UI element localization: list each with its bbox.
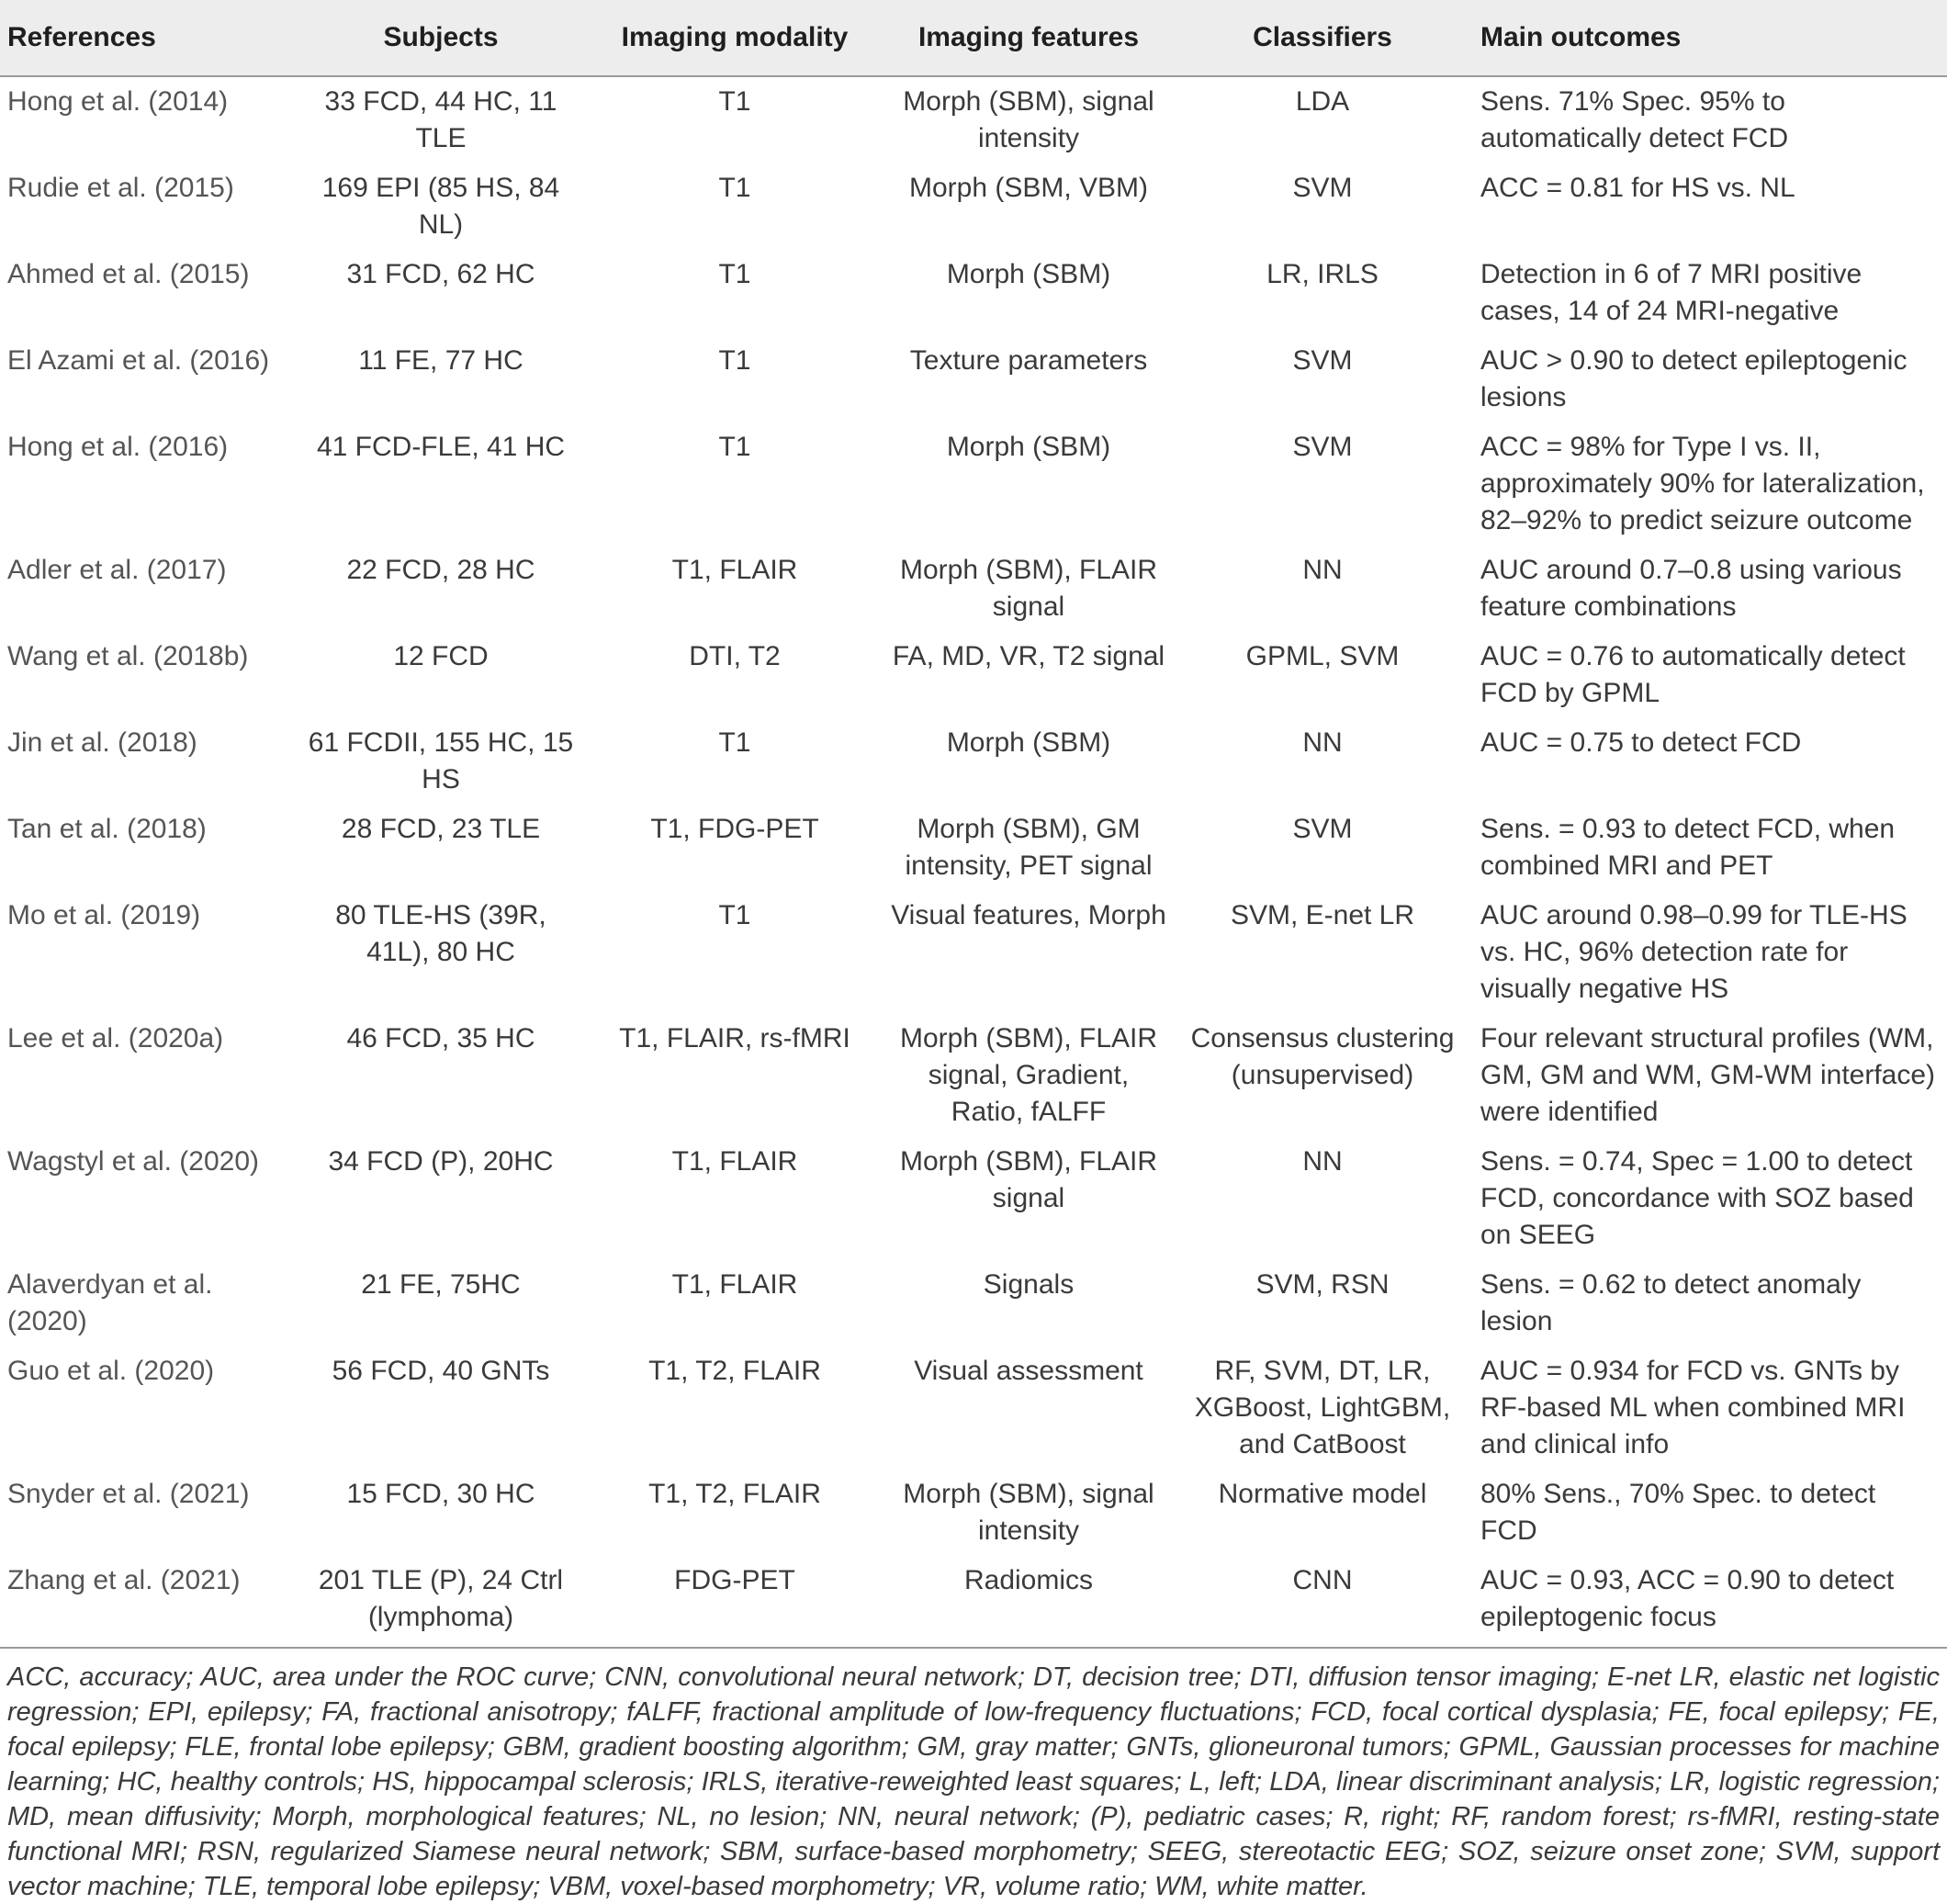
- table-row: [0, 76, 1947, 163]
- modality-cell: FDG-PET: [588, 1556, 882, 1648]
- modality-cell: T1, FDG-PET: [650, 814, 819, 844]
- table-body: [0, 76, 1947, 1648]
- reference-cell: Tan et al. (2018): [7, 814, 207, 844]
- modality-cell: T1: [718, 173, 751, 203]
- reference-cell: Wagstyl et al. (2020): [7, 1146, 259, 1177]
- subjects-cell: 41 FCD-FLE, 41 HC: [316, 432, 566, 462]
- outcome-cell: AUC around 0.98–0.99 for TLE-HS vs. HC, 96% detection rate for visually negative HS: [1480, 900, 1908, 1004]
- features-cell: Visual assessment: [914, 1356, 1143, 1386]
- subjects-cell: 46 FCD, 35 HC: [346, 1023, 535, 1053]
- outcome-cell: Four relevant structural profiles (WM, GM, GM and WM, GM-WM interface) were identified: [1480, 1023, 1936, 1127]
- reference-cell: Alaverdyan et al. (2020): [7, 1269, 213, 1336]
- features-cell: Visual features, Morph: [891, 900, 1166, 930]
- classifiers-cell: CNN: [1176, 1556, 1469, 1648]
- outcome-cell: Sens. = 0.93 to detect FCD, when combined MRI and PET: [1480, 814, 1896, 881]
- header-imaging-features: Imaging features: [882, 0, 1176, 76]
- classifiers-cell: GPML, SVM: [1245, 641, 1400, 671]
- features-cell: Signals: [983, 1269, 1075, 1300]
- subjects-cell: 169 EPI (85 HS, 84 NL): [321, 173, 560, 240]
- features-cell: Morph (SBM): [946, 432, 1111, 462]
- subjects-cell: 34 FCD (P), 20HC: [328, 1146, 554, 1177]
- features-cell: Texture parameters: [909, 345, 1148, 376]
- table-row: [0, 546, 1947, 632]
- reference-cell: Hong et al. (2014): [7, 86, 229, 117]
- table-row: [0, 1260, 1947, 1346]
- classifiers-cell: LDA: [1295, 86, 1350, 117]
- outcome-cell: 80% Sens., 70% Spec. to detect FCD: [1480, 1479, 1876, 1546]
- subjects-cell: 56 FCD, 40 GNTs: [332, 1356, 550, 1386]
- table-row: [0, 805, 1947, 891]
- classifiers-cell: NN: [1302, 727, 1343, 758]
- classifiers-cell: NN: [1302, 555, 1343, 585]
- outcome-cell: AUC = 0.934 for FCD vs. GNTs by RF-based ML when combined MRI and clinical info: [1480, 1356, 1906, 1459]
- header-classifiers: Classifiers: [1176, 0, 1469, 76]
- outcome-cell: Sens. = 0.74, Spec = 1.00 to detect FCD, concordance with SOZ based on SEEG: [1480, 1146, 1914, 1250]
- features-cell: Morph (SBM, VBM): [908, 173, 1149, 203]
- outcome-cell: Sens. 71% Spec. 95% to automatically detect FCD: [1480, 86, 1789, 153]
- features-cell: Radiomics: [882, 1556, 1176, 1648]
- modality-cell: T1: [718, 345, 751, 376]
- outcome-cell: Detection in 6 of 7 MRI positive cases, 14 of 24 MRI-negative: [1480, 259, 1863, 326]
- table-header: [0, 0, 1947, 76]
- reference-cell: Rudie et al. (2015): [7, 173, 234, 203]
- table-row: [0, 336, 1947, 422]
- classifiers-cell: LR, IRLS: [1266, 259, 1379, 289]
- subjects-cell: 22 FCD, 28 HC: [346, 555, 535, 585]
- classifiers-cell: SVM: [1292, 345, 1353, 376]
- subjects-cell: 61 FCDII, 155 HC, 15 HS: [308, 727, 574, 794]
- reference-cell: Wang et al. (2018b): [7, 641, 249, 671]
- reference-cell: Snyder et al. (2021): [7, 1479, 250, 1509]
- reference-cell: Lee et al. (2020a): [7, 1023, 224, 1053]
- features-cell: Morph (SBM), signal intensity: [903, 86, 1154, 153]
- features-cell: Morph (SBM): [946, 727, 1111, 758]
- modality-cell: T1: [718, 727, 751, 758]
- classifiers-cell: RF, SVM, DT, LR, XGBoost, LightGBM, and CatBoost: [1194, 1356, 1451, 1459]
- features-cell: FA, MD, VR, T2 signal: [892, 641, 1165, 671]
- reference-cell: Guo et al. (2020): [7, 1356, 215, 1386]
- modality-cell: T1, FLAIR: [671, 1146, 798, 1177]
- classifiers-cell: SVM: [1292, 432, 1353, 462]
- modality-cell: T1: [718, 259, 751, 289]
- outcome-cell: AUC = 0.75 to detect FCD: [1480, 727, 1802, 758]
- table-row: [0, 1014, 1947, 1137]
- reference-cell: Adler et al. (2017): [7, 555, 227, 585]
- table-footnote: ACC, accuracy; AUC, area under the ROC curve; CNN, convolutional neural network; DT, decision tree; DTI, diffusion tensor imaging; E-net LR, elastic net logistic regression; EPI, epilepsy; FA, fractional anisotropy; fALFF, fractional amplitude of low-frequency fluctuations; FCD, focal cortical dysplasia; FE, focal epilepsy; FE, focal epilepsy; FLE, frontal lobe epilepsy; GBM, gradient boosting algorithm; GM, gray matter; GNTs, glioneuronal tumors; GPML, Gaussian processes for machine learning; HC, healthy controls; HS, hippocampal sclerosis; IRLS, iterative-reweighted least squares; L, left; LDA, linear discriminant analysis; LR, logistic regression; MD, mean diffusivity; Morph, morphological features; NL, no lesion; NN, neural network; (P), pediatric cases; R, right; RF, random forest; rs-fMRI, resting-state functional MRI; RSN, regularized Siamese neural network; SBM, surface-based morphometry; SEEG, stereotactic EEG; SOZ, seizure onset zone; SVM, support vector machine; TLE, temporal lobe epilepsy; VBM, voxel-based morphometry; VR, volume ratio; WM, white matter.: [7, 1662, 1940, 1901]
- features-cell: Morph (SBM), FLAIR signal, Gradient, Ratio, fALFF: [899, 1023, 1158, 1127]
- table-row: [0, 1470, 1947, 1556]
- subjects-cell: 80 TLE-HS (39R, 41L), 80 HC: [335, 900, 546, 967]
- subjects-cell: 28 FCD, 23 TLE: [341, 814, 541, 844]
- outcome-cell: AUC = 0.76 to automatically detect FCD by GPML: [1480, 641, 1906, 708]
- modality-cell: T1, T2, FLAIR: [648, 1356, 821, 1386]
- subjects-cell: 11 FE, 77 HC: [358, 345, 523, 376]
- subjects-cell: 33 FCD, 44 HC, 11 TLE: [324, 86, 557, 153]
- table-row: [0, 422, 1947, 546]
- features-cell: Morph (SBM), FLAIR signal: [899, 1146, 1158, 1213]
- classifiers-cell: Normative model: [1218, 1479, 1427, 1509]
- modality-cell: T1: [718, 432, 751, 462]
- header-subjects: Subjects: [294, 0, 588, 76]
- modality-cell: T1, FLAIR: [671, 1269, 798, 1300]
- features-cell: Morph (SBM), signal intensity: [903, 1479, 1154, 1546]
- modality-cell: DTI, T2: [689, 641, 781, 671]
- outcome-cell: ACC = 98% for Type I vs. II, approximately 90% for lateralization, 82–92% to predict seizure outcome: [1480, 432, 1925, 535]
- table-row: [0, 1137, 1947, 1260]
- classifiers-cell: SVM: [1292, 173, 1353, 203]
- classifiers-cell: SVM, E-net LR: [1230, 900, 1415, 930]
- features-cell: Morph (SBM), GM intensity, PET signal: [905, 814, 1153, 881]
- reference-cell: El Azami et al. (2016): [7, 345, 270, 376]
- reference-cell: Mo et al. (2019): [7, 900, 201, 930]
- reference-cell: Ahmed et al. (2015): [7, 259, 250, 289]
- classifiers-cell: Consensus clustering (unsupervised): [1190, 1023, 1455, 1090]
- header-imaging-modality: Imaging modality: [588, 0, 882, 76]
- header-references: References: [0, 0, 294, 76]
- table-row: [0, 891, 1947, 1014]
- subjects-cell: 201 TLE (P), 24 Ctrl (lymphoma): [294, 1556, 588, 1648]
- features-cell: Morph (SBM): [946, 259, 1111, 289]
- subjects-cell: 21 FE, 75HC: [361, 1269, 521, 1300]
- classifiers-cell: SVM: [1292, 814, 1353, 844]
- reference-cell: Zhang et al. (2021): [0, 1556, 294, 1648]
- subjects-cell: 15 FCD, 30 HC: [346, 1479, 535, 1509]
- header-main-outcomes: Main outcomes: [1469, 0, 1947, 76]
- outcome-cell: Sens. = 0.62 to detect anomaly lesion: [1480, 1269, 1862, 1336]
- table-row: [0, 250, 1947, 336]
- classifiers-cell: SVM, RSN: [1255, 1269, 1390, 1300]
- header-row: [0, 0, 1947, 76]
- reference-cell: Jin et al. (2018): [7, 727, 197, 758]
- outcome-cell: AUC around 0.7–0.8 using various feature combinations: [1480, 555, 1902, 622]
- modality-cell: T1, FLAIR: [671, 555, 798, 585]
- table-row: [0, 632, 1947, 718]
- table-row: [0, 718, 1947, 805]
- modality-cell: T1: [718, 900, 751, 930]
- classifiers-cell: NN: [1302, 1146, 1343, 1177]
- modality-cell: T1: [718, 86, 751, 117]
- modality-cell: T1, T2, FLAIR: [648, 1479, 821, 1509]
- table-row: [0, 1346, 1947, 1470]
- outcome-cell: AUC > 0.90 to detect epileptogenic lesions: [1480, 345, 1908, 412]
- table-row: [0, 163, 1947, 250]
- reference-cell: Hong et al. (2016): [7, 432, 229, 462]
- features-cell: Morph (SBM), FLAIR signal: [899, 555, 1158, 622]
- subjects-cell: 12 FCD: [393, 641, 489, 671]
- subjects-cell: 31 FCD, 62 HC: [346, 259, 535, 289]
- modality-cell: T1, FLAIR, rs-fMRI: [619, 1023, 850, 1053]
- table-row: [0, 1556, 1947, 1648]
- outcome-cell: ACC = 0.81 for HS vs. NL: [1480, 173, 1795, 203]
- outcome-cell: AUC = 0.93, ACC = 0.90 to detect epileptogenic focus: [1469, 1556, 1947, 1648]
